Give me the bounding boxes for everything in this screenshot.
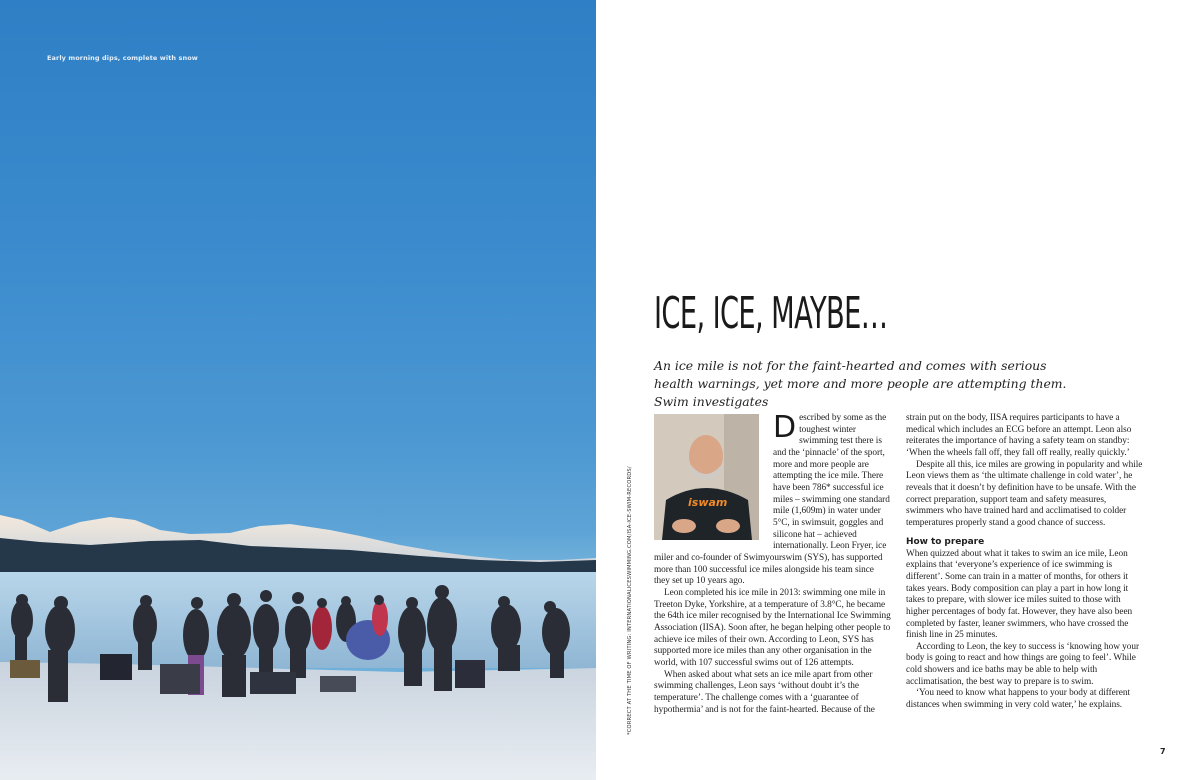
paragraph-prepare: When quizzed about what it takes to swim an ice mile, Leon explains that ‘everyone’s experience of ice swimming is different’. Some can train in a matter of months, for others it takes years. Body composition can play a part in how long it takes to prepare, with slower ice miles suited to those with higher percentages of body fat. However, they have also been completed by faster, leaner swimmers, who have crossed the finish line in 25 minutes.: [906, 548, 1133, 641]
article-column-1-lower: [654, 553, 891, 716]
photo-caption: Early morning dips, complete with snow: [47, 54, 198, 62]
article-headline: ICE, ICE, MAYBE…: [654, 288, 888, 339]
subhead-how-to-prepare: How to prepare: [906, 536, 985, 547]
paragraph-leon-ice-mile: Leon completed his ice mile in 2013: swimming one mile in Treeton Dyke, Yorkshire, at a temperature of 3.8°C, he became the 64th ice miler recognised by the International Ice Swimming Association (IISA). Soon after, he began helping other people to achieve ice miles of their own. According to Leon, SYS has supported more ice miles than any other organisation in the world, with 107 successful swims out of 126 attempts.: [654, 587, 891, 668]
intro-paragraph-wrap: [773, 410, 893, 553]
records-footnote: *CORRECT AT THE TIME OF WRITING: INTERNATIONALICESWIMMING.COM/ISA-ICE-SWIM-RECORDS/: [627, 466, 633, 735]
intro-text: escribed by some as the toughest winter swimming test there is and the ‘pinnacle’ of the sport, more and more people are attempting the ice mile. There have been 786* successful ice miles – swimming one standard mile (1,609m) in water under 5°C, in swimsuit, goggles and silicone hat – achieved internationally. Leon Fryer, ice: [773, 413, 890, 552]
portrait-illustration: [654, 414, 759, 540]
paragraph-quote: ‘You need to know what happens to your body at different distances when swimming in very cold water,’ he explains.: [906, 688, 1131, 711]
paragraph-key-to-success: According to Leon, the key to success is ‘knowing how your body is going to react and how things are going to feel’. While cold showers and ice baths may be able to help with acclimatisation, the best way to prepare is to swim.: [906, 641, 1140, 687]
article-column-2: [906, 413, 1144, 712]
paragraph-popularity: Despite all this, ice miles are growing in popularity and while Leon views them as ‘the ultimate challenge in cold water’, he reveals that it doesn’t by definition have to be unsafe. With the correct preparation, support team and safety measures, swimmers who have trained hard and acclimatised to colder temperatures properly stand a good chance of success.: [906, 459, 1143, 528]
article-column-1: [773, 410, 893, 553]
snowy-beach: [0, 662, 596, 780]
paragraph-temperature: When asked about what sets an ice mile apart from other swimming challenges, Leon says ‘without doubt it’s the temperature’. The challenge comes with a ‘guarantee of hypothermia’ and is not for the faint-hearted. Because of the: [654, 669, 875, 715]
article-standfirst: An ice mile is not for the faint-hearted and comes with serious health warnings, yet more and more people are attempting them. Swim investigates: [654, 358, 1067, 409]
page-number: 7: [1160, 747, 1166, 756]
drop-cap: D: [773, 410, 797, 445]
leon-fryer-portrait: [654, 414, 759, 540]
iswam-logo: iswam: [688, 496, 728, 509]
intro-continuation: miler and co-founder of Swimyourswim (SYS), has supported more than 100 successful ice miles alongside his team since they set up 10 years ago.: [654, 553, 883, 587]
paragraph-medical: strain put on the body, IISA requires participants to have a medical which includes an ECG before an attempt. Leon also reiterates the importance of having a safety team on standby: ‘When the wheels fall off, they fall off really, really quickly.’: [906, 413, 1132, 458]
